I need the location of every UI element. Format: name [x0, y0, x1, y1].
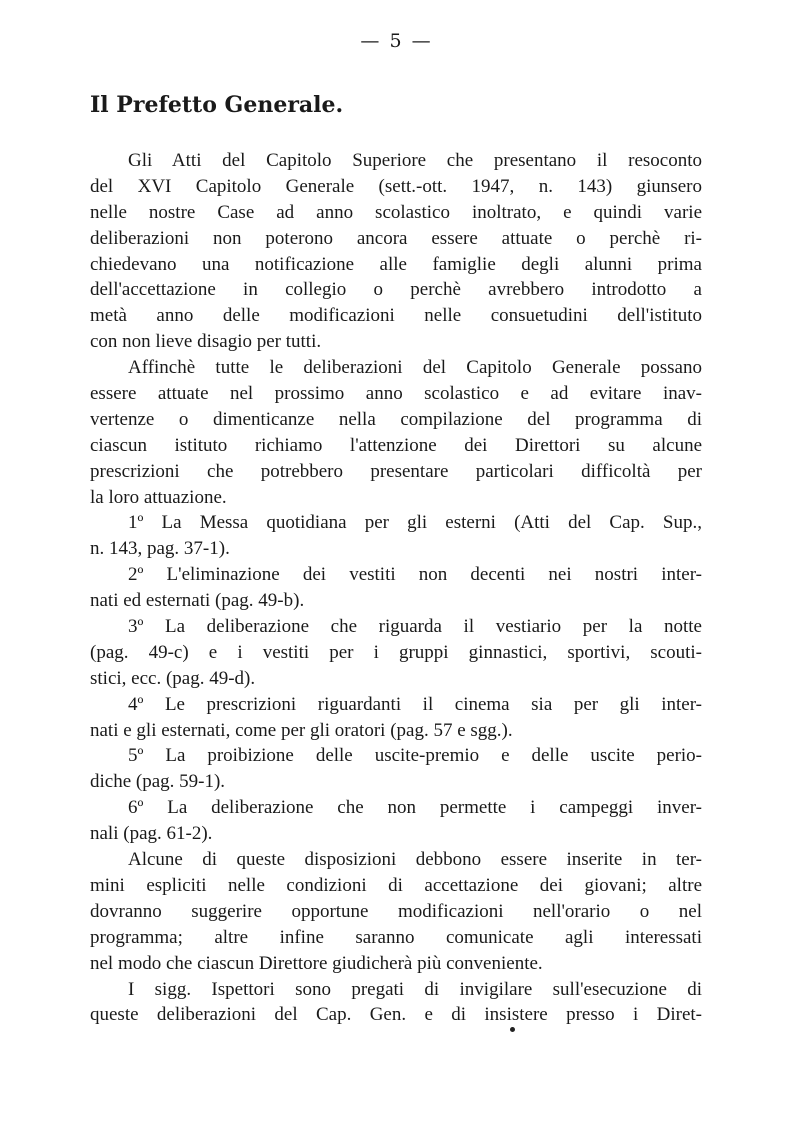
body-text: [90, 148, 702, 1028]
text-line: vertenze o dimenticanze nella compilazione del programma di: [90, 408, 702, 430]
text-line: 5º La proibizione delle uscite-premio e delle uscite perio-: [128, 745, 702, 767]
text-line: nati e gli esternati, come per gli oratori (pag. 57 e sgg.).: [90, 719, 513, 741]
text-line: metà anno delle modificazioni nelle consuetudini dell'istituto: [90, 305, 702, 327]
text-line: queste deliberazioni del Cap. Gen. e di insistere presso i Diret-: [90, 1004, 702, 1026]
text-line: 3º La deliberazione che riguarda il vestiario per la notte: [128, 616, 702, 638]
text-line: prescrizioni che potrebbero presentare particolari difficoltà per: [90, 460, 702, 482]
text-line: dell'accettazione in collegio o perchè avrebbero introdotto a: [90, 279, 702, 301]
text-line: nelle nostre Case ad anno scolastico inoltrato, e quindi varie: [90, 201, 702, 223]
text-line: I sigg. Ispettori sono pregati di invigilare sull'esecuzione di: [128, 978, 702, 1000]
text-line: la loro attuazione.: [90, 486, 227, 508]
text-line: stici, ecc. (pag. 49-d).: [90, 667, 256, 689]
text-line: Gli Atti del Capitolo Superiore che presentano il resoconto: [128, 150, 702, 171]
text-line: chiedevano una notificazione alle famiglie degli alunni prima: [90, 253, 702, 275]
text-line: diche (pag. 59-1).: [90, 771, 226, 793]
page-number: — 5 —: [360, 30, 433, 52]
text-line: 2º L'eliminazione dei vestiti non decenti nei nostri inter-: [128, 564, 702, 586]
text-line: mini espliciti nelle condizioni di accettazione dei giovani; altre: [90, 874, 702, 896]
text-line: Alcune di queste disposizioni debbono essere inserite in ter-: [128, 849, 702, 871]
text-line: deliberazioni non poterono ancora essere attuate o perchè ri-: [90, 227, 702, 249]
text-line: nel modo che ciascun Direttore giudicherà più conveniente.: [90, 952, 543, 974]
text-line: del XVI Capitolo Generale (sett.-ott. 1947, n. 143) giunsero: [90, 175, 702, 197]
text-line: 1º La Messa quotidiana per gli esterni (Atti del Cap. Sup.,: [128, 512, 702, 534]
section-title: Il Prefetto Generale.: [90, 92, 344, 118]
text-line: essere attuate nel prossimo anno scolastico e ad evitare inav-: [90, 383, 702, 405]
text-line: n. 143, pag. 37-1).: [90, 538, 230, 560]
text-line: dovranno suggerire opportune modificazioni nell'orario o nel: [90, 900, 702, 922]
text-line: ciascun istituto richiamo l'attenzione dei Direttori su alcune: [90, 434, 702, 456]
text-line: programma; altre infine saranno comunicate agli interessati: [90, 926, 702, 948]
text-line: 6º La deliberazione che non permette i campeggi inver-: [128, 797, 702, 819]
text-line: Affinchè tutte le deliberazioni del Capitolo Generale possano: [128, 357, 702, 379]
text-line: nali (pag. 61-2).: [90, 823, 213, 845]
text-line: 4º Le prescrizioni riguardanti il cinema sia per gli inter-: [128, 693, 702, 715]
text-line: con non lieve disagio per tutti.: [90, 331, 322, 353]
print-mark: [510, 1027, 515, 1032]
text-line: nati ed esternati (pag. 49-b).: [90, 590, 305, 612]
text-line: (pag. 49-c) e i vestiti per i gruppi ginnastici, sportivi, scouti-: [90, 641, 702, 663]
